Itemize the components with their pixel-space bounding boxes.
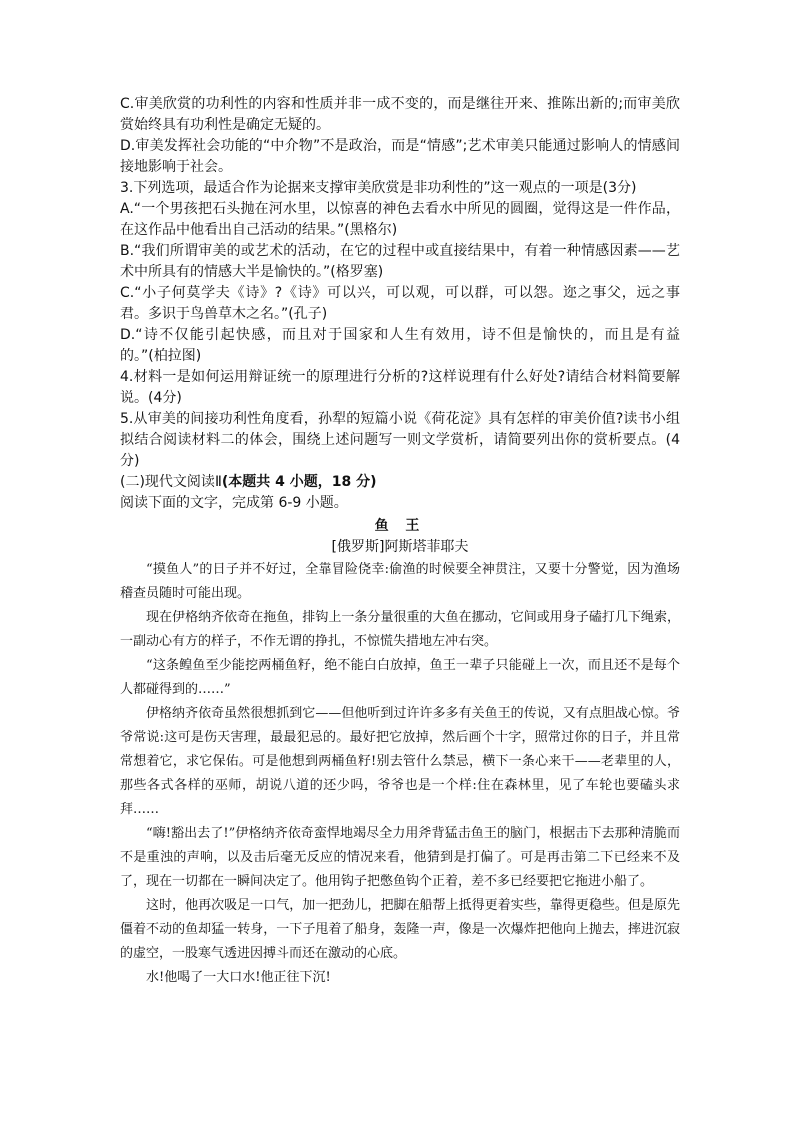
reading-instruction: 阅读下面的文字，完成第 6-9 小题。	[120, 495, 348, 511]
question-3-option-a: A.“一个男孩把石头抛在河水里，以惊喜的神色去看水中所见的圆圈，觉得这是一件作品，在这作品中他看出自己活动的结果。”(黑格尔)	[120, 201, 680, 238]
story-paragraph: 伊格纳齐依奇虽然很想抓到它——但他听到过许许多多有关鱼王的传说，又有点胆战心惊。爷爷常说:这可是伤天害理，最最犯忌的。最好把它放掉，然后画个十字，照常过你的日子，并且常常想着它，求它保佑。可是他想到两桶鱼籽!别去管什么禁忌，横下一条心来干——老辈里的人，那些各式各样的巫师，胡说八道的还少吗，爷爷也是一个样:住在森林里，见了车轮也要磕头求拜……	[120, 706, 680, 817]
story-paragraph: “摸鱼人”的日子并不好过，全靠冒险侥幸:偷渔的时候要全神贯注，又要十分警觉，因为渔场稽查员随时可能出现。	[120, 562, 680, 601]
question-4: 4.材料一是如何运用辩证统一的原理进行分析的?这样说理有什么好处?请结合材料简要解说。(4分)	[120, 369, 680, 406]
story-paragraph: “嗨!豁出去了!”伊格纳齐依奇蛮悍地竭尽全力用斧背猛击鱼王的脑门，根据击下去那种清脆而不是重浊的声响，以及击后毫无反应的情况来看，他猜到是打偏了。可是再击第二下已经来不及了，现在一切都在一瞬间决定了。他用钩子把憋鱼钩个正着，差不多已经要把它拖进小船了。	[120, 826, 680, 889]
option-d-text: D.审美发挥社会功能的“中介物”不是政治，而是“情感”;艺术审美只能通过影响人的情感间接地影响于社会。	[120, 138, 680, 175]
question-3-option-b: B.“我们所谓审美的或艺术的活动，在它的过程中或直接结果中，有着一种情感因素——艺术中所具有的情感大半是愉快的。”(格罗塞)	[120, 243, 680, 280]
story-paragraph: 这时，他再次吸足一口气，加一把劲儿，把脚在船帮上抵得更着实些，靠得更稳些。但是原先僵着不动的鱼却猛一转身，一下子甩着了船身，轰隆一声，像是一次爆炸把他向上抛去，摔进沉寂的虚空，一股寒气透进因搏斗而还在激动的心底。	[120, 898, 680, 961]
story-paragraph: 现在伊格纳齐依奇在拖鱼，排钩上一条分量很重的大鱼在挪动，它间或用身子磕打几下绳索，一副动心有方的样子，不作无谓的挣扎，不惊慌失措地左冲右突。	[120, 610, 680, 649]
story-author: [俄罗斯]阿斯塔菲耶夫	[331, 539, 469, 555]
section-heading-prefix: (二)现代文阅读	[120, 474, 215, 490]
story-paragraph: “这条鳇鱼至少能挖两桶鱼籽，绝不能白白放掉，鱼王一辈子只能碰上一次，而且还不是每个人都碰得到的……”	[120, 658, 680, 697]
section-heading-mark: Ⅱ	[214, 474, 222, 490]
section-heading	[120, 472, 680, 493]
question-5: 5.从审美的间接功利性角度看，孙犁的短篇小说《荷花淀》具有怎样的审美价值?读书小组拟结合阅读材料二的体会，围绕上述问题写一则文学赏析，请简要列出你的赏析要点。(4分)	[120, 411, 680, 469]
question-3: 3.下列选项，最适合作为论据来支撑审美欣赏是非功利性的”这一观点的一项是(3分)	[120, 180, 637, 196]
story-title: 鱼 王	[374, 518, 426, 534]
section-heading-suffix: (本题共 4 小题，18 分)	[221, 474, 377, 490]
story-paragraph: 水!他喝了一大口水!他正往下沉!	[146, 970, 331, 985]
questions-block	[120, 94, 680, 558]
exam-page	[120, 94, 680, 990]
question-3-option-c: C.“小子何莫学夫《诗》?《诗》可以兴，可以观，可以群，可以怨。迩之事父，远之事君。多识于鸟兽草木之名。”(孔子)	[120, 285, 680, 322]
option-c-text: C.审美欣赏的功利性的内容和性质并非一成不变的，而是继往开来、推陈出新的;而审美欣赏始终具有功利性是确定无疑的。	[120, 96, 680, 133]
question-3-option-d: D.“诗不仅能引起快感，而且对于国家和人生有效用，诗不但是愉快的，而且是有益的。”(柏拉图)	[120, 327, 680, 364]
story-body	[120, 558, 680, 990]
